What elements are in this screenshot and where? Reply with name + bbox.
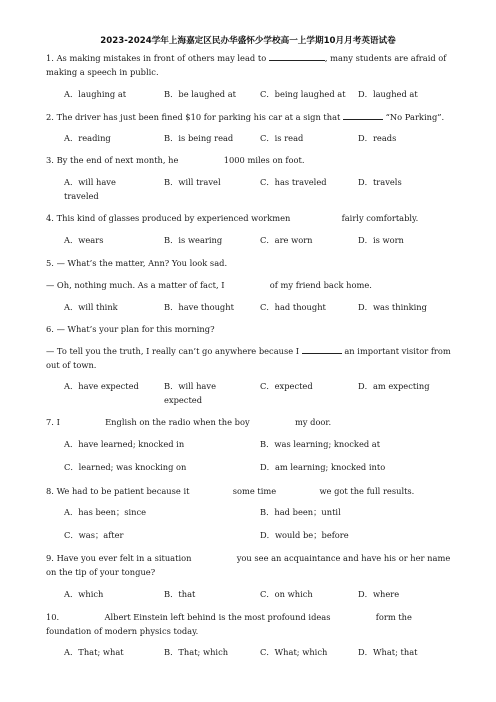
option-d[interactable]: D．where [358, 589, 400, 599]
question-number: 5. [46, 258, 54, 268]
option-b[interactable]: B．is being read [164, 133, 234, 143]
question-number: 8. [46, 486, 54, 496]
option-b[interactable]: B．had been；until [260, 507, 341, 517]
option-a[interactable]: A．which [64, 589, 104, 599]
question-3 [46, 153, 452, 167]
question-text: This kind of glasses produced by experienced workmen [56, 213, 291, 223]
question-number: 2. [46, 112, 54, 122]
question-text: — To tell you the truth, I really can’t go anywhere because I [46, 346, 300, 356]
question-text: We had to be patient because it [56, 486, 190, 496]
question-text: As making mistakes in front of others may lead to [56, 53, 267, 63]
option-d[interactable]: D．would be；before [260, 530, 349, 540]
option-c[interactable]: C．are worn [260, 235, 313, 245]
option-a[interactable]: A．laughing at [64, 89, 127, 99]
option-b[interactable]: B．be laughed at [164, 89, 236, 99]
question-text: Have you ever felt in a situation [56, 553, 192, 563]
question-text: some time [232, 486, 277, 496]
question-text: my door. [294, 417, 332, 427]
option-c[interactable]: C．expected [260, 381, 313, 391]
question-5-line-2 [46, 278, 452, 292]
option-c[interactable]: C．had thought [260, 302, 326, 312]
question-text: form the foundation of modern physics today. [46, 612, 412, 636]
option-b[interactable]: B．will have expected [164, 381, 216, 405]
option-d[interactable]: D．am learning; knocked into [260, 462, 386, 472]
answer-blank [343, 110, 383, 120]
question-1 [46, 51, 452, 79]
question-text: fairly comfortably. [341, 213, 419, 223]
question-text: I [56, 417, 60, 427]
question-text: The driver has just been fined $10 for parking his car at a sign that [56, 112, 341, 122]
question-10 [46, 610, 452, 638]
option-d[interactable]: D．laughed at [358, 89, 418, 99]
option-c[interactable]: C．is read [260, 133, 304, 143]
option-d[interactable]: D．was thinking [358, 302, 427, 312]
option-a[interactable]: A．have learned; knocked in [64, 439, 185, 449]
option-c[interactable]: C．being laughed at [260, 89, 346, 99]
option-b[interactable]: B．That; which [164, 647, 229, 657]
question-text: 1000 miles on foot. [223, 155, 305, 165]
option-a[interactable]: A．reading [64, 133, 111, 143]
option-a[interactable]: A．has been；since [64, 507, 147, 517]
option-a[interactable]: A．will have traveled [64, 177, 116, 201]
question-text: of my friend back home. [269, 280, 372, 290]
answer-blank [269, 51, 325, 61]
question-text: we got the full results. [319, 486, 415, 496]
question-number: 10. [46, 612, 60, 622]
question-9 [46, 551, 452, 579]
question-text: By the end of next month, he [56, 155, 179, 165]
option-d[interactable]: D．is worn [358, 235, 404, 245]
answer-blank [302, 344, 342, 354]
option-a[interactable]: A．wears [64, 235, 104, 245]
option-b[interactable]: B．was learning; knocked at [260, 439, 381, 449]
question-5 [46, 256, 452, 270]
question-text: — Oh, nothing much. As a matter of fact, I [46, 280, 225, 290]
option-a[interactable]: A．will think [64, 302, 118, 312]
options-6 [64, 379, 454, 407]
option-a[interactable]: A．That; what [64, 647, 124, 657]
option-b[interactable]: B．will travel [164, 177, 221, 187]
option-d[interactable]: D．What; that [358, 647, 418, 657]
dialogue-line: — What’s the matter, Ann? You look sad. [56, 258, 228, 268]
exam-title: 2023-2024学年上海嘉定区民办华盛怀少学校高一上学期10月月考英语试卷 [100, 36, 396, 46]
question-text: you see an acquaintance and have his or her name on the tip of your tongue? [46, 553, 451, 577]
option-d[interactable]: D．reads [358, 133, 397, 143]
option-b[interactable]: B．that [164, 589, 196, 599]
option-b[interactable]: B．is wearing [164, 235, 223, 245]
question-number: 6. [46, 324, 54, 334]
option-c[interactable]: C．has traveled [260, 177, 327, 187]
question-8 [46, 484, 452, 498]
question-number: 7. [46, 417, 54, 427]
dialogue-line: — What’s your plan for this morning? [56, 324, 215, 334]
option-c[interactable]: C．What; which [260, 647, 328, 657]
question-text: Albert Einstein left behind is the most profound ideas [104, 612, 331, 622]
option-c[interactable]: C．on which [260, 589, 313, 599]
option-d[interactable]: D．am expecting [358, 381, 430, 391]
question-7 [46, 415, 452, 429]
question-number: 1. [46, 53, 54, 63]
question-6-line-2 [46, 344, 452, 372]
question-text: , many students are afraid of making a speech in public. [46, 53, 447, 77]
question-number: 9. [46, 553, 54, 563]
options-3 [64, 175, 454, 203]
question-6 [46, 322, 452, 336]
option-d[interactable]: D．travels [358, 177, 402, 187]
option-a[interactable]: A．have expected [64, 381, 139, 391]
option-c[interactable]: C．was；after [64, 530, 124, 540]
option-c[interactable]: C．learned; was knocking on [64, 462, 187, 472]
question-text: “No Parking”. [385, 112, 445, 122]
question-number: 4. [46, 213, 54, 223]
question-4 [46, 211, 452, 225]
question-2 [46, 110, 452, 124]
question-text: English on the radio when the boy [105, 417, 250, 427]
question-text: an important visitor from out of town. [46, 346, 451, 370]
option-b[interactable]: B．have thought [164, 302, 234, 312]
question-number: 3. [46, 155, 54, 165]
